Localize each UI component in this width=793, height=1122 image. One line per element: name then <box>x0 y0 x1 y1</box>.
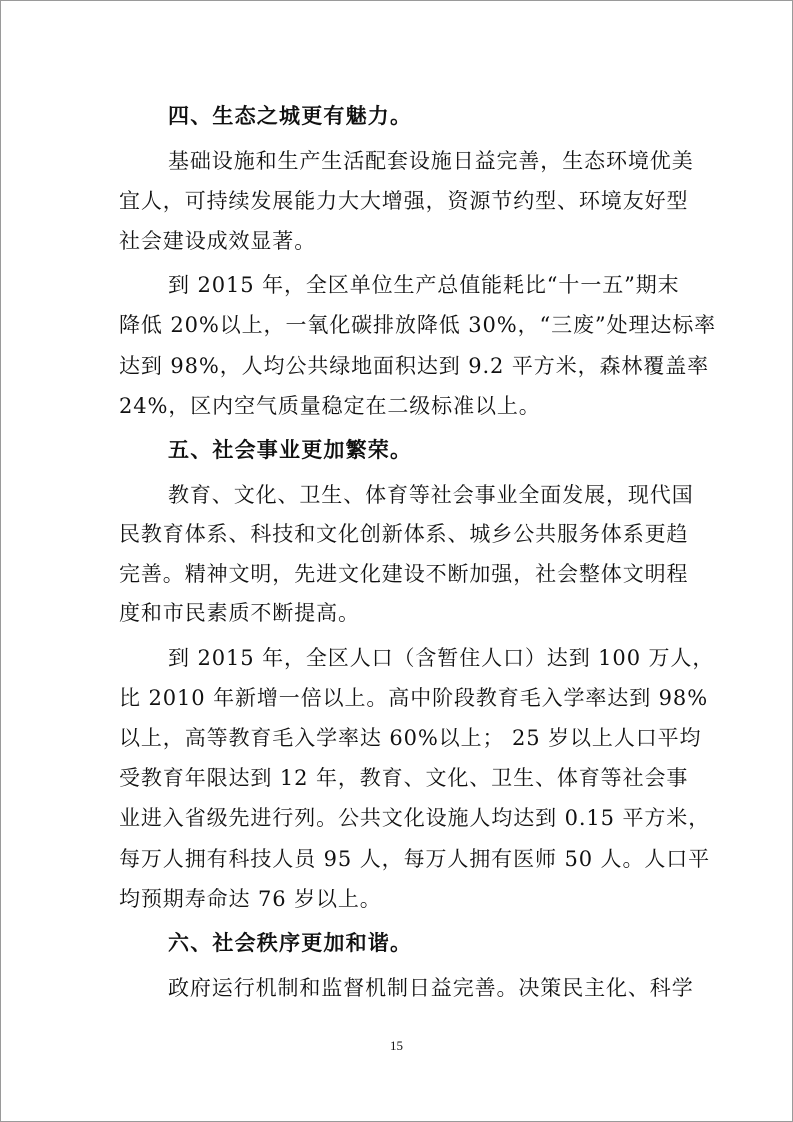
paragraph-line: 度和市民素质不断提高。 <box>119 601 360 625</box>
paragraph-line: 民教育体系、科技和文化创新体系、城乡公共服务体系更趋 <box>119 522 689 546</box>
paragraph-line: 比 2010 年新增一倍以上。高中阶段教育毛入学率达到 98% <box>119 686 709 710</box>
paragraph-line: 24%，区内空气质量稳定在二级标准以上。 <box>119 394 541 418</box>
paragraph-line: 基础设施和生产生活配套设施日益完善，生态环境优美 <box>168 149 694 173</box>
paragraph-line: 受教育年限达到 12 年，教育、文化、卫生、体育等社会事 <box>119 766 689 790</box>
page-number: 15 <box>390 1038 403 1053</box>
paragraph-line: 社会建设成效显著。 <box>119 229 317 253</box>
section-heading-social: 五、社会事业更加繁荣。 <box>168 438 413 462</box>
paragraph-line: 到 2015 年，全区人口（含暂住人口）达到 100 万人， <box>168 646 715 670</box>
paragraph-line: 到 2015 年，全区单位生产总值能耗比“十一五”期末 <box>168 273 680 297</box>
section-heading-ecology: 四、生态之城更有魅力。 <box>168 104 413 128</box>
paragraph-line: 政府运行机制和监督机制日益完善。决策民主化、科学 <box>168 976 694 1000</box>
paragraph-line: 均预期寿命达 76 岁以上。 <box>119 887 382 911</box>
paragraph-line: 降低 20%以上，一氧化碳排放降低 30%，“三废”处理达标率 <box>119 313 717 337</box>
paragraph-line: 达到 98%，人均公共绿地面积达到 9.2 平方米，森林覆盖率 <box>119 354 709 378</box>
section-heading-order: 六、社会秩序更加和谐。 <box>168 931 413 955</box>
paragraph-line: 教育、文化、卫生、体育等社会事业全面发展，现代国 <box>168 483 694 507</box>
paragraph-line: 宜人，可持续发展能力大大增强，资源节约型、环境友好型 <box>119 189 689 213</box>
paragraph-line: 以上，高等教育毛入学率达 60%以上； 25 岁以上人口平均 <box>119 726 702 750</box>
paragraph-line: 业进入省级先进行列。公共文化设施人均达到 0.15 平方米， <box>119 806 711 830</box>
paragraph-line: 每万人拥有科技人员 95 人，每万人拥有医师 50 人。人口平 <box>119 847 711 871</box>
paragraph-line: 完善。精神文明，先进文化建设不断加强，社会整体文明程 <box>119 562 689 586</box>
